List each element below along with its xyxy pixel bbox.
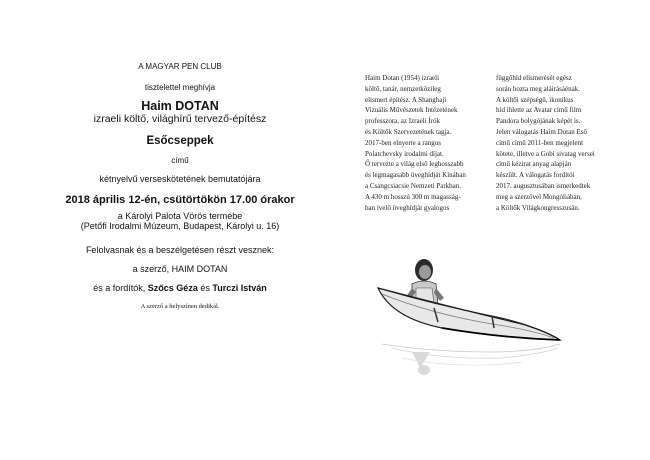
- invite-text: tisztelettel meghívja: [144, 83, 216, 92]
- bio-line: című kézirat anyag alapján: [496, 160, 572, 169]
- bio-line: Jelen válogatás Haim Dotan Eső: [496, 127, 587, 136]
- bio-line: professzora, az Izraeli Írók: [365, 117, 441, 126]
- bio-line: és Költők Szervezetének tagja.: [365, 127, 452, 136]
- translator-1: Szőcs Géza: [147, 283, 198, 293]
- bio-line: elismert építész. A Shanghaji: [365, 95, 447, 104]
- translators-and: és: [200, 283, 210, 293]
- bio-line: készült. A válogatás fordítói: [496, 171, 575, 180]
- canoe-shape: [378, 288, 560, 340]
- bio-line: híd ihlette az Avatar című film: [496, 106, 582, 115]
- bio-line: 2017. augusztusában ismerkedtek: [496, 181, 591, 190]
- bio-line: A költői szépségű, ikonikus: [496, 95, 574, 104]
- bio-line: a Csangcsiacsie Nemzeti Parkban.: [365, 181, 462, 190]
- bio-line: és legmagasabb üveghídját Kínában: [365, 171, 466, 180]
- bio-line: ban ívelő üveghídját gyalogos: [365, 203, 450, 212]
- canoe-illustration: [372, 248, 572, 378]
- canoe-photo: [372, 248, 572, 378]
- dedication-note: A szerző a helyszínen dedikál.: [140, 303, 220, 310]
- readers-author: a szerző, HAIM DOTAN: [132, 264, 228, 274]
- bio-line: Haim Dotan (1954) izraeli: [365, 74, 440, 82]
- translator-2: Turczi István: [212, 283, 267, 293]
- bio-line: függőhíd elismerését egész: [496, 74, 572, 82]
- bio-line: című című 2011-ben megjelent: [496, 138, 584, 147]
- book-label: című: [171, 156, 189, 165]
- bio-line: Ő tervezte a világ első leghosszabb: [365, 160, 464, 169]
- bio-line: kötete, illetve a Gobi sivatag versei: [496, 149, 595, 158]
- bio-line: során hozta meg aláírásáénak.: [496, 84, 580, 93]
- book-title: Esőcseppek: [146, 135, 214, 147]
- bio-line: Polatchevsky irodalmi díjat.: [365, 149, 444, 158]
- bio-line: meg a szerzővel Mongóliában,: [496, 192, 582, 201]
- bio-line: A 430 m hosszú 300 m magasság-: [365, 192, 461, 201]
- venue-line-1: a Károlyi Palota Vörös termébe: [117, 211, 243, 221]
- translators-prefix: és a fordítók,: [93, 283, 146, 293]
- bio-line: 2017-ben elnyerte a rangos: [365, 138, 441, 147]
- bio-column-1: [365, 73, 515, 213]
- readers-intro: Felolvasnak és a beszélgetésen részt vesznek:: [85, 245, 275, 255]
- bio-line: a Költők Világkongresszusán.: [496, 203, 580, 212]
- author-description: izraeli költő, világhírű tervező-építész: [93, 113, 267, 125]
- bio-line: Vizuális Művészetek Intézetének: [365, 106, 458, 115]
- event-description: kétnyelvű verseskötetének bemutatójára: [99, 174, 261, 184]
- event-datetime: 2018 április 12-én, csütörtökön 17.00 órakor: [65, 194, 295, 206]
- invitation-block: [20, 62, 340, 310]
- bio-column-2: [496, 73, 646, 213]
- author-name: Haim DOTAN: [141, 99, 219, 113]
- water-reflection: [382, 344, 560, 375]
- venue-line-2: (Petőfi Irodalmi Múzeum, Budapest, Károlyi u. 16): [80, 221, 280, 231]
- club-name: A MAGYAR PEN CLUB: [138, 62, 222, 71]
- translators-line: [20, 283, 340, 293]
- bio-line: Pandora bolygójának képét is.: [496, 117, 581, 126]
- bio-line: költő, tanár, nemzetközileg: [365, 84, 441, 93]
